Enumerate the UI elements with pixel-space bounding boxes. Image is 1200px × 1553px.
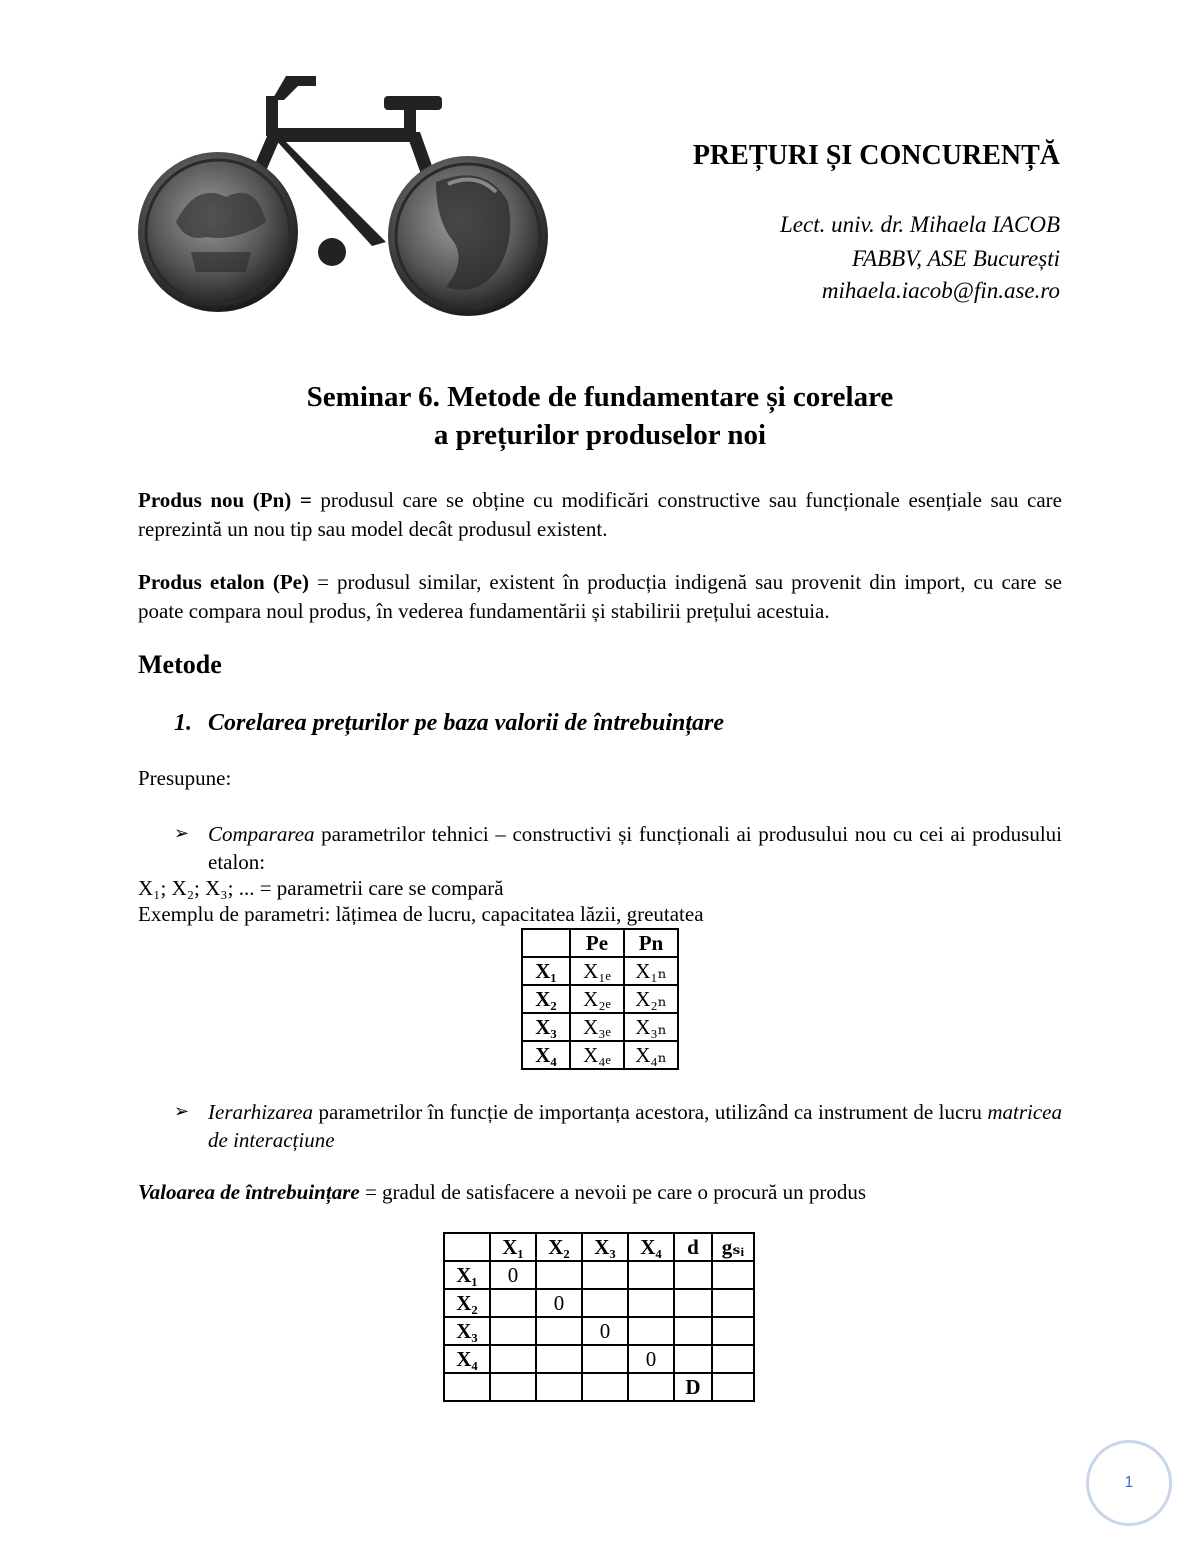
table-header-cell: gₛᵢ — [712, 1233, 754, 1261]
table-row — [444, 1345, 754, 1373]
method-number: 1. — [174, 710, 192, 736]
seminar-title-line1: Seminar 6. Metode de fundamentare și corelare — [306, 381, 894, 413]
parameters-table — [521, 928, 679, 1070]
method-1-title — [174, 710, 724, 737]
table-cell — [536, 1261, 582, 1289]
method-title-text: Corelarea prețurilor pe baza valorii de întrebuințare — [208, 710, 725, 736]
table-cell — [712, 1373, 754, 1401]
definition-term: Produs etalon (Pe) — [138, 570, 309, 594]
presupune-label: Presupune: — [138, 766, 232, 790]
author-email[interactable]: mihaela.iacob@fin.ase.ro — [821, 278, 1060, 303]
bullet-term-2: matricea de interacțiune — [208, 1100, 1062, 1152]
definition-text: produsul care se obține cu modificări constructive sau funcționale esențiale sau care reprezintă un nou tip sau model decât produsul existent. — [138, 488, 1063, 541]
table-cell — [674, 1261, 712, 1289]
table-cell — [536, 1317, 582, 1345]
table-row-header: X₃ — [522, 1013, 570, 1041]
table-row — [444, 1373, 754, 1401]
bullet-comparison — [174, 820, 1062, 876]
table-cell — [712, 1289, 754, 1317]
table-row-header: X₂ — [522, 985, 570, 1013]
table-row — [522, 1013, 678, 1041]
table-cell — [628, 1261, 674, 1289]
table-cell — [490, 1345, 536, 1373]
table-cell — [712, 1317, 754, 1345]
table-header-cell: X₁ — [490, 1233, 536, 1261]
table-cell: 0 — [490, 1261, 536, 1289]
table-row — [444, 1317, 754, 1345]
table-row — [522, 957, 678, 985]
table-cell: 0 — [628, 1345, 674, 1373]
use-value-text: = gradul de satisfacere a nevoii pe care o procură un produs — [359, 1180, 866, 1204]
seminar-title-line2: a prețurilor produselor noi — [433, 419, 767, 451]
table-cell — [582, 1261, 628, 1289]
table-row-header: X₁ — [522, 957, 570, 985]
table-header-cell — [444, 1233, 490, 1261]
arrow-bullet-icon: ➢ — [174, 823, 190, 844]
table-header-cell — [522, 929, 570, 957]
methods-heading: Metode — [138, 650, 222, 679]
definition-text: = produsul similar, existent în producția indigenă sau provenit din import, cu care se poate compara noul produs, în vederea fundamentării și stabilirii prețului acestuia. — [138, 570, 1063, 623]
table-cell: X₁ₙ — [624, 957, 678, 985]
table-cell — [712, 1345, 754, 1373]
bullet-term: Compararea — [208, 822, 315, 846]
table-cell — [628, 1373, 674, 1401]
table-cell — [490, 1289, 536, 1317]
table-cell — [674, 1289, 712, 1317]
table-header-cell: Pn — [624, 929, 678, 957]
seminar-title — [140, 378, 1060, 454]
table-cell: X₃ₙ — [624, 1013, 678, 1041]
table-cell: X₂ₑ — [570, 985, 624, 1013]
table-header-row — [522, 929, 678, 957]
table-row — [522, 1041, 678, 1069]
use-value-term: Valoarea de întrebuințare — [138, 1180, 360, 1204]
definition-new-product — [138, 486, 1062, 544]
table-cell: 0 — [582, 1317, 628, 1345]
table-row-header — [444, 1373, 490, 1401]
table-cell — [582, 1289, 628, 1317]
table-header-row — [444, 1233, 754, 1261]
arrow-bullet-icon: ➢ — [174, 1101, 190, 1122]
table-cell — [674, 1345, 712, 1373]
table-cell: X₁ₑ — [570, 957, 624, 985]
table-header-cell: X₄ — [628, 1233, 674, 1261]
table-header-cell: Pe — [570, 929, 624, 957]
table-cell — [582, 1345, 628, 1373]
author-affiliation: FABBV, ASE București — [851, 246, 1060, 271]
table-cell: X₄ₙ — [624, 1041, 678, 1069]
definition-term: Produs nou (Pn) = — [138, 488, 312, 512]
author-name: Lect. univ. dr. Mihaela IACOB — [780, 212, 1060, 237]
table-cell — [628, 1317, 674, 1345]
use-value-definition — [138, 1180, 866, 1205]
table-row-header: X₄ — [444, 1345, 490, 1373]
table-cell: 0 — [536, 1289, 582, 1317]
table-header-cell: d — [674, 1233, 712, 1261]
table-cell — [536, 1373, 582, 1401]
table-row — [444, 1289, 754, 1317]
bullet-term: Ierarhizarea — [208, 1100, 313, 1124]
page-number: 1 — [1086, 1440, 1172, 1526]
table-cell — [490, 1317, 536, 1345]
definition-reference-product — [138, 568, 1062, 626]
interaction-matrix — [443, 1232, 755, 1402]
bullet-hierarchy — [174, 1098, 1062, 1154]
table-row-header: X₄ — [522, 1041, 570, 1069]
bullet-text: parametrilor în funcție de importanța acestora, utilizând ca instrument de lucru — [313, 1100, 988, 1124]
table-row — [522, 985, 678, 1013]
table-row — [444, 1261, 754, 1289]
table-cell: X₄ₑ — [570, 1041, 624, 1069]
table-cell: D — [674, 1373, 712, 1401]
table-header-cell: X₂ — [536, 1233, 582, 1261]
table-row-header: X₃ — [444, 1317, 490, 1345]
bicycle-coins-logo — [136, 72, 552, 318]
table-row-header: X₁ — [444, 1261, 490, 1289]
table-cell: X₂ₙ — [624, 985, 678, 1013]
table-cell — [674, 1317, 712, 1345]
example-line: Exemplu de parametri: lățimea de lucru, capacitatea lăzii, greutatea — [138, 902, 704, 926]
table-header-cell: X₃ — [582, 1233, 628, 1261]
table-cell — [536, 1345, 582, 1373]
course-title: PREȚURI ȘI CONCURENȚĂ — [692, 140, 1060, 171]
table-cell — [490, 1373, 536, 1401]
table-cell: X₃ₑ — [570, 1013, 624, 1041]
table-row-header: X₂ — [444, 1289, 490, 1317]
table-cell — [582, 1373, 628, 1401]
table-cell — [712, 1261, 754, 1289]
parameters-line: X₁; X₂; X₃; ... = parametrii care se compară — [138, 876, 504, 900]
table-cell — [628, 1289, 674, 1317]
bullet-text: parametrilor tehnici – constructivi și funcționali ai produsului nou cu cei ai produsului etalon: — [208, 822, 1062, 874]
